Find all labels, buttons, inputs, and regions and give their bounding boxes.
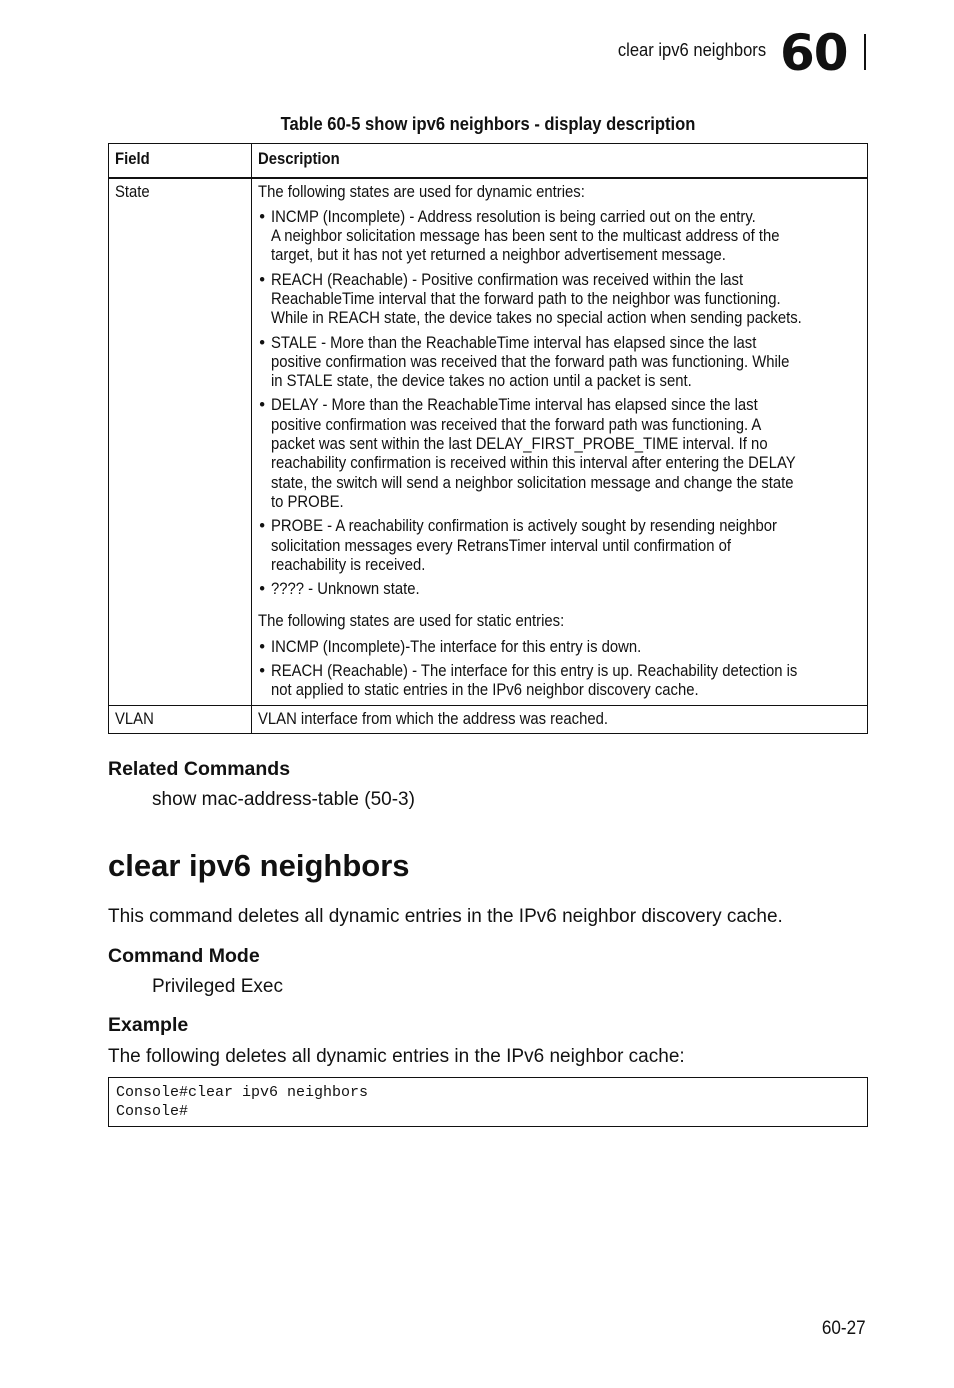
table-row xyxy=(109,705,868,733)
code-line: Console#clear ipv6 neighbors xyxy=(116,1084,369,1101)
command-description: This command deletes all dynamic entries in the IPv6 neighbor discovery cache. xyxy=(108,906,783,927)
example-heading: Example xyxy=(108,1014,189,1036)
column-header-field: Field xyxy=(109,144,252,178)
static-intro: The following states are used for static entries: xyxy=(258,612,565,631)
description-table xyxy=(108,143,868,734)
chapter-number: 60 xyxy=(780,24,848,82)
related-commands-heading: Related Commands xyxy=(108,758,291,780)
list-item: • STALE - More than the ReachableTime interval has elapsed since the last positive confirmation was received that the forward path was functioning. While in STALE state, the device takes no action until a packet is sent. xyxy=(258,334,861,392)
command-mode-heading: Command Mode xyxy=(108,945,260,967)
dynamic-intro: The following states are used for dynamic entries: xyxy=(258,182,586,201)
table-row xyxy=(109,178,868,706)
chapter-rule xyxy=(864,34,866,70)
code-line: Console# xyxy=(116,1103,189,1120)
description-cell xyxy=(252,178,868,706)
page-number: 60-27 xyxy=(822,1318,866,1339)
example-intro: The following deletes all dynamic entries in the IPv6 neighbor cache: xyxy=(108,1046,685,1067)
list-item: • PROBE - A reachability confirmation is actively sought by resending neighbor solicitation messages every RetransTimer interval until confirmation of reachability is received. xyxy=(258,517,861,575)
list-item: • ???? - Unknown state. xyxy=(258,580,861,599)
dynamic-state-list xyxy=(258,208,861,600)
column-header-description: Description xyxy=(252,144,868,178)
list-item: • INCMP (Incomplete) - Address resolution is being carried out on the entry. A neighbor solicitation message has been sent to the multicast address of the target, but it has not yet returned a neighbor advertisement message. xyxy=(258,208,861,266)
code-example xyxy=(108,1077,868,1127)
description-cell: VLAN interface from which the address was reached. xyxy=(252,705,868,733)
header-title: clear ipv6 neighbors xyxy=(617,40,766,60)
field-cell: State xyxy=(109,178,252,706)
command-mode-value: Privileged Exec xyxy=(152,976,283,997)
list-item: • REACH (Reachable) - The interface for this entry is up. Reachability detection is not applied to static entries in the IPv6 neighbor discovery cache. xyxy=(258,662,861,701)
list-item: • INCMP (Incomplete)-The interface for this entry is down. xyxy=(258,638,861,657)
command-title: clear ipv6 neighbors xyxy=(108,848,410,883)
related-command-link[interactable]: show mac-address-table (50-3) xyxy=(152,789,415,810)
list-item: • DELAY - More than the ReachableTime interval has elapsed since the last positive confirmation was received that the forward path was functioning. A packet was sent within the last DELAY_FIRST_PROBE_TIME interval. If no reachability confirmation is received within this interval after entering the DELAY state, the switch will send a neighbor solicitation message and change the state to PROBE. xyxy=(258,396,861,512)
table-header-row xyxy=(109,144,868,178)
field-cell: VLAN xyxy=(109,705,252,733)
static-state-list xyxy=(258,638,861,701)
table-caption: Table 60-5 show ipv6 neighbors - display description xyxy=(280,114,696,134)
list-item: • REACH (Reachable) - Positive confirmation was received within the last ReachableTime interval that the forward path to the neighbor was functioning. While in REACH state, the device takes no special action when sending packets. xyxy=(258,271,861,329)
